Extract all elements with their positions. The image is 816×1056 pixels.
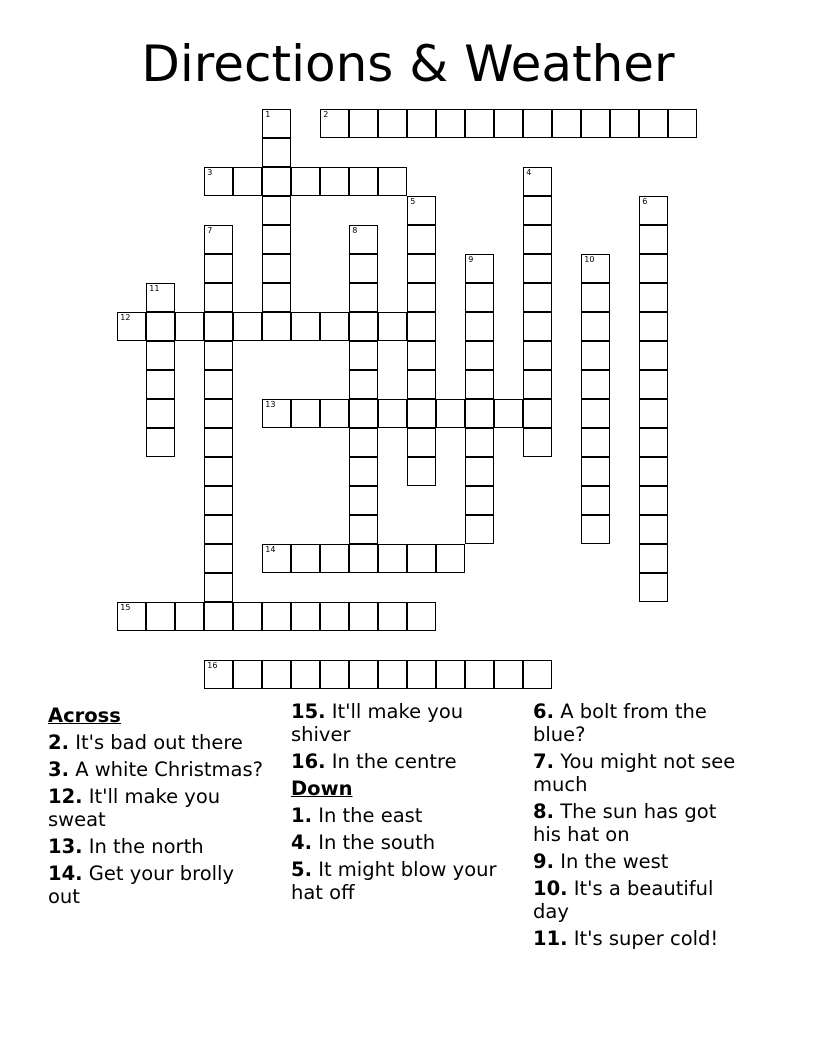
grid-cell[interactable] [349, 486, 378, 515]
grid-cell[interactable] [436, 399, 465, 428]
clue-number: 11. [533, 927, 568, 950]
grid-cell[interactable] [349, 602, 378, 631]
clue-number: 10. [533, 877, 568, 900]
across-heading: Across [48, 704, 121, 727]
grid-cell[interactable] [146, 602, 175, 631]
grid-cell[interactable] [523, 167, 552, 196]
grid-cell[interactable] [523, 283, 552, 312]
grid-cell[interactable] [378, 399, 407, 428]
grid-cell[interactable] [639, 399, 668, 428]
grid-cell[interactable] [523, 196, 552, 225]
clue-down-5 [291, 858, 513, 904]
grid-cell[interactable] [204, 660, 233, 689]
grid-cell[interactable] [204, 167, 233, 196]
grid-cell[interactable] [465, 341, 494, 370]
clue-down-7 [533, 750, 748, 796]
clue-text: It's a beautiful day [533, 877, 714, 923]
grid-cell[interactable] [204, 486, 233, 515]
grid-cell[interactable] [291, 660, 320, 689]
grid-cell[interactable] [639, 486, 668, 515]
cell-number: 6 [642, 197, 648, 207]
grid-cell[interactable] [523, 660, 552, 689]
grid-cell[interactable] [204, 515, 233, 544]
grid-cell[interactable] [349, 283, 378, 312]
grid-cell[interactable] [204, 312, 233, 341]
grid-cell[interactable] [465, 399, 494, 428]
grid-cell[interactable] [407, 660, 436, 689]
grid-cell[interactable] [262, 660, 291, 689]
cell-number: 9 [468, 255, 474, 265]
cell-number: 5 [410, 197, 416, 207]
grid-cell[interactable] [262, 544, 291, 573]
grid-cell[interactable] [204, 573, 233, 602]
grid-cell[interactable] [436, 660, 465, 689]
cell-number: 15 [120, 603, 131, 613]
grid-cell[interactable] [262, 254, 291, 283]
grid-cell[interactable] [436, 109, 465, 138]
grid-cell[interactable] [581, 399, 610, 428]
clue-across-16 [291, 750, 513, 773]
grid-cell[interactable] [262, 196, 291, 225]
cell-number: 2 [323, 110, 329, 120]
clue-across-13 [48, 835, 263, 858]
grid-cell[interactable] [117, 602, 146, 631]
clue-across-12 [48, 785, 263, 831]
grid-cell[interactable] [465, 109, 494, 138]
grid-cell[interactable] [407, 254, 436, 283]
clues-column-2 [291, 700, 513, 908]
clue-across-3 [48, 758, 263, 781]
clue-text: It's bad out there [75, 731, 243, 754]
clue-number: 2. [48, 731, 69, 754]
grid-cell[interactable] [146, 370, 175, 399]
cell-number: 10 [584, 255, 595, 265]
clue-text: A white Christmas? [75, 758, 263, 781]
grid-cell[interactable] [639, 196, 668, 225]
grid-cell[interactable] [639, 515, 668, 544]
grid-cell[interactable] [320, 602, 349, 631]
cell-number: 12 [120, 313, 131, 323]
clue-text: It'll make you shiver [291, 700, 464, 746]
grid-cell[interactable] [581, 370, 610, 399]
grid-cell[interactable] [610, 109, 639, 138]
cell-number: 1 [265, 110, 271, 120]
grid-cell[interactable] [262, 312, 291, 341]
grid-cell[interactable] [349, 225, 378, 254]
grid-cell[interactable] [465, 283, 494, 312]
page-title: Directions & Weather [141, 35, 675, 93]
clue-text: You might not see much [533, 750, 736, 796]
clue-down-11 [533, 927, 748, 950]
grid-cell[interactable] [262, 602, 291, 631]
grid-cell[interactable] [494, 660, 523, 689]
grid-cell[interactable] [233, 660, 262, 689]
grid-cell[interactable] [262, 283, 291, 312]
clue-text: In the north [88, 835, 204, 858]
grid-cell[interactable] [465, 254, 494, 283]
grid-cell[interactable] [378, 109, 407, 138]
clue-down-4 [291, 831, 513, 854]
grid-cell[interactable] [523, 109, 552, 138]
grid-cell[interactable] [436, 544, 465, 573]
grid-cell[interactable] [349, 544, 378, 573]
cell-number: 3 [207, 168, 213, 178]
grid-cell[interactable] [465, 370, 494, 399]
grid-cell[interactable] [349, 399, 378, 428]
clues-column-1 [48, 700, 263, 912]
clue-number: 1. [291, 804, 312, 827]
grid-cell[interactable] [175, 312, 204, 341]
clue-number: 5. [291, 858, 312, 881]
grid-cell[interactable] [407, 312, 436, 341]
grid-cell[interactable] [349, 254, 378, 283]
grid-cell[interactable] [465, 660, 494, 689]
grid-cell[interactable] [320, 109, 349, 138]
grid-cell[interactable] [407, 370, 436, 399]
grid-cell[interactable] [639, 283, 668, 312]
clue-text: In the south [318, 831, 436, 854]
clue-across-14 [48, 862, 263, 908]
grid-cell[interactable] [349, 370, 378, 399]
grid-cell[interactable] [349, 457, 378, 486]
grid-cell[interactable] [262, 109, 291, 138]
grid-cell[interactable] [581, 341, 610, 370]
grid-cell[interactable] [523, 399, 552, 428]
grid-cell[interactable] [407, 457, 436, 486]
clue-number: 12. [48, 785, 83, 808]
grid-cell[interactable] [639, 428, 668, 457]
grid-cell[interactable] [639, 341, 668, 370]
grid-cell[interactable] [204, 283, 233, 312]
clues-column-3 [533, 700, 748, 954]
grid-cell[interactable] [639, 370, 668, 399]
grid-cell[interactable] [639, 109, 668, 138]
grid-cell[interactable] [291, 399, 320, 428]
grid-cell[interactable] [291, 312, 320, 341]
grid-cell[interactable] [378, 312, 407, 341]
grid-cell[interactable] [262, 138, 291, 167]
grid-cell[interactable] [523, 312, 552, 341]
grid-cell[interactable] [523, 428, 552, 457]
clue-text: In the centre [331, 750, 457, 773]
grid-cell[interactable] [320, 544, 349, 573]
grid-cell[interactable] [378, 660, 407, 689]
grid-cell[interactable] [146, 399, 175, 428]
grid-cell[interactable] [639, 457, 668, 486]
clue-text: It'll make you sweat [48, 785, 221, 831]
grid-cell[interactable] [581, 109, 610, 138]
clue-number: 7. [533, 750, 554, 773]
grid-cell[interactable] [349, 312, 378, 341]
grid-cell[interactable] [407, 544, 436, 573]
grid-cell[interactable] [146, 428, 175, 457]
clue-number: 8. [533, 800, 554, 823]
grid-cell[interactable] [668, 109, 697, 138]
grid-cell[interactable] [407, 602, 436, 631]
grid-cell[interactable] [407, 428, 436, 457]
clue-across-15 [291, 700, 513, 746]
grid-cell[interactable] [117, 312, 146, 341]
grid-cell[interactable] [407, 341, 436, 370]
clue-down-1 [291, 804, 513, 827]
clue-text: It might blow your hat off [291, 858, 497, 904]
grid-cell[interactable] [639, 573, 668, 602]
grid-cell[interactable] [378, 602, 407, 631]
grid-cell[interactable] [639, 544, 668, 573]
grid-cell[interactable] [204, 254, 233, 283]
grid-cell[interactable] [523, 254, 552, 283]
grid-cell[interactable] [204, 225, 233, 254]
grid-cell[interactable] [465, 457, 494, 486]
grid-cell[interactable] [320, 312, 349, 341]
cell-number: 4 [526, 168, 532, 178]
grid-cell[interactable] [494, 109, 523, 138]
grid-cell[interactable] [204, 544, 233, 573]
clue-down-9 [533, 850, 748, 873]
grid-cell[interactable] [581, 428, 610, 457]
cell-number: 14 [265, 545, 276, 555]
grid-cell[interactable] [523, 341, 552, 370]
clue-number: 6. [533, 700, 554, 723]
grid-cell[interactable] [262, 167, 291, 196]
clue-text: The sun has got his hat on [533, 800, 717, 846]
grid-cell[interactable] [639, 225, 668, 254]
grid-cell[interactable] [465, 428, 494, 457]
clue-number: 3. [48, 758, 69, 781]
clue-text: It's super cold! [573, 927, 719, 950]
grid-cell[interactable] [204, 370, 233, 399]
cell-number: 8 [352, 226, 358, 236]
grid-cell[interactable] [407, 283, 436, 312]
grid-cell[interactable] [349, 109, 378, 138]
clue-across-2 [48, 731, 263, 754]
grid-cell[interactable] [233, 602, 262, 631]
grid-cell[interactable] [465, 312, 494, 341]
grid-cell[interactable] [204, 399, 233, 428]
clue-number: 16. [291, 750, 326, 773]
clue-text: In the west [560, 850, 669, 873]
grid-cell[interactable] [407, 196, 436, 225]
grid-cell[interactable] [523, 225, 552, 254]
clue-text: A bolt from the blue? [533, 700, 707, 746]
grid-cell[interactable] [291, 544, 320, 573]
grid-cell[interactable] [320, 399, 349, 428]
grid-cell[interactable] [204, 341, 233, 370]
grid-cell[interactable] [378, 544, 407, 573]
clue-text: In the east [318, 804, 423, 827]
grid-cell[interactable] [465, 486, 494, 515]
grid-cell[interactable] [494, 399, 523, 428]
grid-cell[interactable] [204, 457, 233, 486]
cell-number: 11 [149, 284, 160, 294]
grid-cell[interactable] [349, 341, 378, 370]
cell-number: 7 [207, 226, 213, 236]
grid-cell[interactable] [407, 399, 436, 428]
grid-cell[interactable] [581, 515, 610, 544]
grid-cell[interactable] [175, 602, 204, 631]
clue-text: Get your brolly out [48, 862, 235, 908]
grid-cell[interactable] [349, 428, 378, 457]
down-heading: Down [291, 777, 353, 800]
grid-cell[interactable] [523, 370, 552, 399]
clue-number: 15. [291, 700, 326, 723]
grid-cell[interactable] [146, 341, 175, 370]
grid-cell[interactable] [262, 399, 291, 428]
grid-cell[interactable] [320, 167, 349, 196]
grid-cell[interactable] [407, 225, 436, 254]
cell-number: 16 [207, 661, 218, 671]
grid-cell[interactable] [349, 167, 378, 196]
grid-cell[interactable] [581, 486, 610, 515]
grid-cell[interactable] [291, 602, 320, 631]
grid-cell[interactable] [349, 515, 378, 544]
grid-cell[interactable] [407, 109, 436, 138]
grid-cell[interactable] [233, 312, 262, 341]
clue-down-6 [533, 700, 748, 746]
clue-down-10 [533, 877, 748, 923]
clue-number: 9. [533, 850, 554, 873]
grid-cell[interactable] [320, 660, 349, 689]
grid-cell[interactable] [552, 109, 581, 138]
grid-cell[interactable] [639, 312, 668, 341]
grid-cell[interactable] [465, 515, 494, 544]
grid-cell[interactable] [639, 254, 668, 283]
cell-number: 13 [265, 400, 276, 410]
grid-cell[interactable] [581, 254, 610, 283]
grid-cell[interactable] [581, 457, 610, 486]
clue-number: 4. [291, 831, 312, 854]
clue-number: 13. [48, 835, 83, 858]
grid-cell[interactable] [204, 428, 233, 457]
grid-cell[interactable] [233, 167, 262, 196]
clue-number: 14. [48, 862, 83, 885]
grid-cell[interactable] [581, 312, 610, 341]
grid-cell[interactable] [146, 312, 175, 341]
grid-cell[interactable] [349, 660, 378, 689]
grid-cell[interactable] [262, 225, 291, 254]
grid-cell[interactable] [581, 283, 610, 312]
grid-cell[interactable] [146, 283, 175, 312]
grid-cell[interactable] [204, 602, 233, 631]
grid-cell[interactable] [291, 167, 320, 196]
grid-cell[interactable] [378, 167, 407, 196]
clue-down-8 [533, 800, 748, 846]
